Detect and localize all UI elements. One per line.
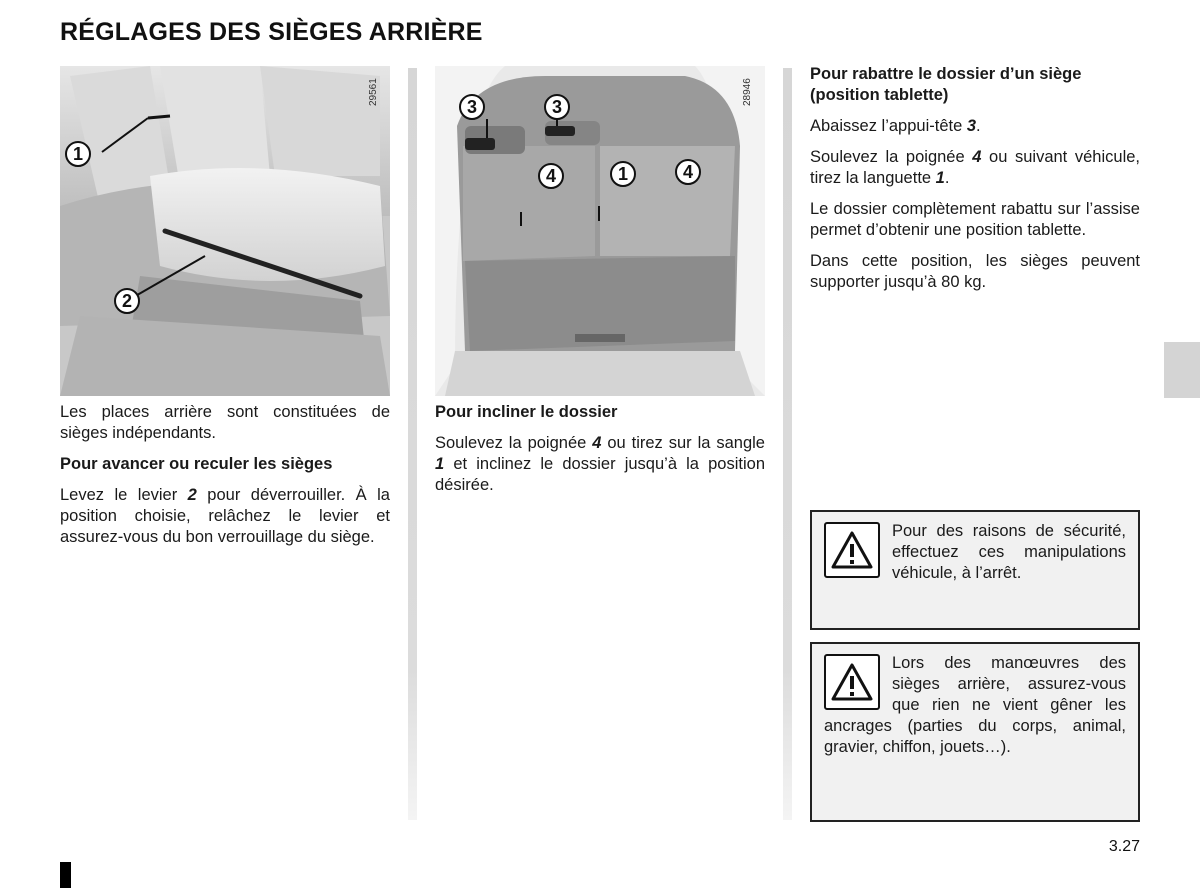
column-1-text bbox=[60, 402, 390, 558]
section-heading: Pour rabattre le dossier d’un siège (position tablette) bbox=[810, 65, 1082, 104]
figure-ref-code: 29561 bbox=[368, 78, 379, 106]
callout-2: 2 bbox=[114, 288, 140, 314]
warning-box-safety bbox=[810, 510, 1140, 630]
warning-text: Lors des manœuvres des sièges arrière, assurez-vous que rien ne vient gêner les ancrages (parties du corps, animal, gravier, chiffon, jouets…). bbox=[824, 654, 1126, 756]
page-title: RÉGLAGES DES SIÈGES ARRIÈRE bbox=[60, 18, 483, 46]
column-2-text bbox=[435, 402, 765, 506]
paragraph: Abaissez l’appui-tête 3. bbox=[810, 117, 981, 135]
callout-3a: 3 bbox=[459, 94, 485, 120]
warning-triangle-icon bbox=[824, 522, 880, 578]
paragraph: Soulevez la poignée 4 ou tirez sur la sangle 1 et inclinez le dossier jusqu’à la position désirée. bbox=[435, 434, 765, 494]
page-number: 3.27 bbox=[1108, 838, 1140, 855]
paragraph: Le dossier complètement rabattu sur l’assise permet d’obtenir une position tablette. bbox=[810, 200, 1140, 239]
column-3-text bbox=[810, 64, 1140, 303]
section-heading: Pour incliner le dossier bbox=[435, 403, 618, 421]
warning-text: Pour des raisons de sécurité, effectuez ces manipulations véhicule, à l’arrêt. bbox=[892, 522, 1126, 582]
column-divider bbox=[408, 68, 417, 820]
crop-mark bbox=[60, 862, 71, 888]
warning-box-anchorages bbox=[810, 642, 1140, 822]
paragraph: Dans cette position, les sièges peuvent supporter jusqu’à 80 kg. bbox=[810, 252, 1140, 291]
warning-triangle-icon bbox=[824, 654, 880, 710]
chapter-tab bbox=[1164, 342, 1200, 398]
intro-paragraph: Les places arrière sont constituées de sièges indépendants. bbox=[60, 403, 390, 442]
callout-4b: 4 bbox=[675, 159, 701, 185]
callout-1: 1 bbox=[610, 161, 636, 187]
callout-4a: 4 bbox=[538, 163, 564, 189]
section-heading: Pour avancer ou reculer les sièges bbox=[60, 455, 333, 473]
trunk-seats-photo bbox=[435, 66, 765, 396]
seat-slide-photo bbox=[60, 66, 390, 396]
paragraph: Soulevez la poignée 4 ou suivant véhicule, tirez la languette 1. bbox=[810, 148, 1140, 187]
figure-ref-code: 28946 bbox=[742, 78, 753, 106]
column-divider bbox=[783, 68, 792, 820]
paragraph: Levez le levier 2 pour déverrouiller. À la position choisie, relâchez le levier et assurez-vous du bon verrouillage du siège. bbox=[60, 486, 390, 546]
callout-3b: 3 bbox=[544, 94, 570, 120]
callout-1: 1 bbox=[65, 141, 91, 167]
